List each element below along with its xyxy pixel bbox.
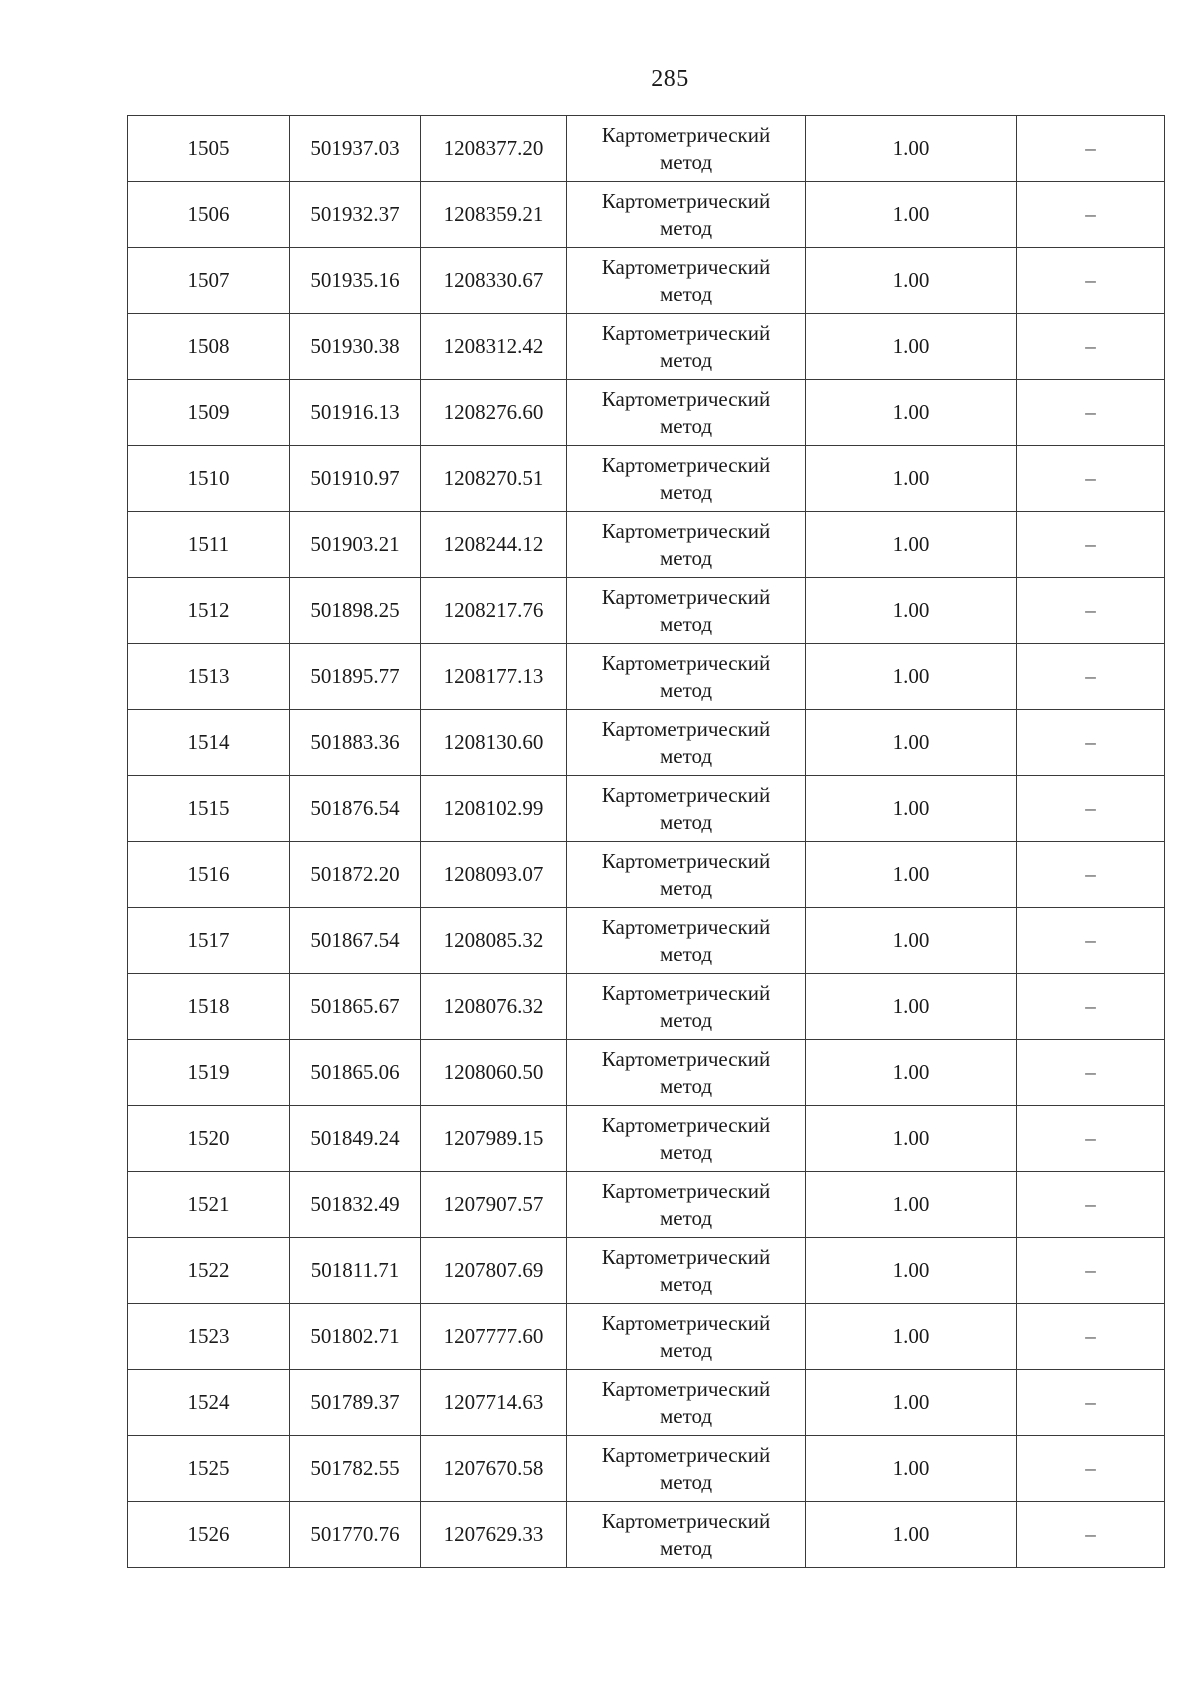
method-line-2: метод <box>659 743 713 768</box>
method-line-1: Картометрический <box>601 980 771 1005</box>
note-cell: – <box>1017 446 1165 512</box>
method-line-1: Картометрический <box>601 716 771 741</box>
note-cell: – <box>1017 314 1165 380</box>
accuracy-cell: 1.00 <box>806 248 1017 314</box>
note-cell: – <box>1017 380 1165 446</box>
accuracy-cell: 1.00 <box>806 1106 1017 1172</box>
accuracy-cell: 1.00 <box>806 116 1017 182</box>
point-number-cell: 1511 <box>128 512 290 578</box>
x-coordinate-cell: 501876.54 <box>290 776 421 842</box>
point-number-cell: 1507 <box>128 248 290 314</box>
table-row <box>128 446 1165 512</box>
point-number-cell: 1524 <box>128 1370 290 1436</box>
table-row <box>128 1106 1165 1172</box>
point-number-cell: 1510 <box>128 446 290 512</box>
accuracy-cell: 1.00 <box>806 776 1017 842</box>
table-row <box>128 248 1165 314</box>
x-coordinate-cell: 501932.37 <box>290 182 421 248</box>
point-number-cell: 1517 <box>128 908 290 974</box>
y-coordinate-cell: 1208270.51 <box>421 446 567 512</box>
method-line-1: Картометрический <box>601 1178 771 1203</box>
note-cell: – <box>1017 644 1165 710</box>
y-coordinate-cell: 1208330.67 <box>421 248 567 314</box>
method-cell <box>567 380 806 446</box>
method-line-1: Картометрический <box>601 254 771 279</box>
point-number-cell: 1519 <box>128 1040 290 1106</box>
method-cell <box>567 974 806 1040</box>
y-coordinate-cell: 1208085.32 <box>421 908 567 974</box>
point-number-cell: 1525 <box>128 1436 290 1502</box>
table-row <box>128 1502 1165 1568</box>
method-cell <box>567 1106 806 1172</box>
method-line-2: метод <box>659 1073 713 1098</box>
method-line-1: Картометрический <box>601 848 771 873</box>
point-number-cell: 1513 <box>128 644 290 710</box>
method-line-2: метод <box>659 149 713 174</box>
note-cell: – <box>1017 842 1165 908</box>
y-coordinate-cell: 1208177.13 <box>421 644 567 710</box>
y-coordinate-cell: 1208377.20 <box>421 116 567 182</box>
method-line-1: Картометрический <box>601 1442 771 1467</box>
x-coordinate-cell: 501872.20 <box>290 842 421 908</box>
x-coordinate-cell: 501895.77 <box>290 644 421 710</box>
method-line-2: метод <box>659 347 713 372</box>
table-row <box>128 1040 1165 1106</box>
note-cell: – <box>1017 908 1165 974</box>
method-cell <box>567 1304 806 1370</box>
method-line-1: Картометрический <box>601 1046 771 1071</box>
y-coordinate-cell: 1208102.99 <box>421 776 567 842</box>
method-cell <box>567 908 806 974</box>
table-row <box>128 578 1165 644</box>
table-row <box>128 908 1165 974</box>
y-coordinate-cell: 1208359.21 <box>421 182 567 248</box>
method-cell <box>567 842 806 908</box>
point-number-cell: 1526 <box>128 1502 290 1568</box>
x-coordinate-cell: 501789.37 <box>290 1370 421 1436</box>
page-number: 285 <box>651 66 689 92</box>
method-line-2: метод <box>659 1469 713 1494</box>
accuracy-cell: 1.00 <box>806 842 1017 908</box>
accuracy-cell: 1.00 <box>806 908 1017 974</box>
table-row <box>128 710 1165 776</box>
method-line-1: Картометрический <box>601 1376 771 1401</box>
method-line-2: метод <box>659 1205 713 1230</box>
method-line-1: Картометрический <box>601 782 771 807</box>
method-line-2: метод <box>659 479 713 504</box>
accuracy-cell: 1.00 <box>806 1436 1017 1502</box>
note-cell: – <box>1017 578 1165 644</box>
method-line-2: метод <box>659 281 713 306</box>
x-coordinate-cell: 501903.21 <box>290 512 421 578</box>
table-row <box>128 1238 1165 1304</box>
note-cell: – <box>1017 182 1165 248</box>
method-line-1: Картометрический <box>601 1310 771 1335</box>
table-row <box>128 1172 1165 1238</box>
y-coordinate-cell: 1208276.60 <box>421 380 567 446</box>
note-cell: – <box>1017 710 1165 776</box>
method-line-2: метод <box>659 1271 713 1296</box>
table-row <box>128 1370 1165 1436</box>
point-number-cell: 1508 <box>128 314 290 380</box>
y-coordinate-cell: 1208093.07 <box>421 842 567 908</box>
table-row <box>128 512 1165 578</box>
method-line-2: метод <box>659 1337 713 1362</box>
accuracy-cell: 1.00 <box>806 1238 1017 1304</box>
note-cell: – <box>1017 248 1165 314</box>
method-cell <box>567 710 806 776</box>
accuracy-cell: 1.00 <box>806 974 1017 1040</box>
x-coordinate-cell: 501898.25 <box>290 578 421 644</box>
note-cell: – <box>1017 1040 1165 1106</box>
method-line-2: метод <box>659 545 713 570</box>
method-cell <box>567 446 806 512</box>
method-line-1: Картометрический <box>601 188 771 213</box>
method-line-2: метод <box>659 611 713 636</box>
method-line-1: Картометрический <box>601 518 771 543</box>
method-cell <box>567 644 806 710</box>
coordinates-table <box>127 115 1165 1568</box>
note-cell: – <box>1017 1238 1165 1304</box>
table-row <box>128 182 1165 248</box>
method-line-2: метод <box>659 413 713 438</box>
method-line-2: метод <box>659 1007 713 1032</box>
note-cell: – <box>1017 1502 1165 1568</box>
y-coordinate-cell: 1208217.76 <box>421 578 567 644</box>
method-line-2: метод <box>659 1403 713 1428</box>
table-row <box>128 1304 1165 1370</box>
method-cell <box>567 512 806 578</box>
accuracy-cell: 1.00 <box>806 1304 1017 1370</box>
y-coordinate-cell: 1207807.69 <box>421 1238 567 1304</box>
method-line-1: Картометрический <box>601 1244 771 1269</box>
method-line-2: метод <box>659 1535 713 1560</box>
accuracy-cell: 1.00 <box>806 182 1017 248</box>
x-coordinate-cell: 501865.67 <box>290 974 421 1040</box>
method-line-2: метод <box>659 215 713 240</box>
note-cell: – <box>1017 1370 1165 1436</box>
point-number-cell: 1506 <box>128 182 290 248</box>
table-row <box>128 380 1165 446</box>
method-line-1: Картометрический <box>601 122 771 147</box>
accuracy-cell: 1.00 <box>806 1370 1017 1436</box>
method-cell <box>567 578 806 644</box>
note-cell: – <box>1017 116 1165 182</box>
y-coordinate-cell: 1207989.15 <box>421 1106 567 1172</box>
method-cell <box>567 1502 806 1568</box>
method-cell <box>567 776 806 842</box>
y-coordinate-cell: 1207777.60 <box>421 1304 567 1370</box>
method-line-2: метод <box>659 941 713 966</box>
accuracy-cell: 1.00 <box>806 380 1017 446</box>
y-coordinate-cell: 1208130.60 <box>421 710 567 776</box>
method-cell <box>567 116 806 182</box>
y-coordinate-cell: 1207629.33 <box>421 1502 567 1568</box>
accuracy-cell: 1.00 <box>806 578 1017 644</box>
point-number-cell: 1514 <box>128 710 290 776</box>
y-coordinate-cell: 1208244.12 <box>421 512 567 578</box>
y-coordinate-cell: 1207670.58 <box>421 1436 567 1502</box>
x-coordinate-cell: 501910.97 <box>290 446 421 512</box>
method-line-2: метод <box>659 1139 713 1164</box>
method-line-1: Картометрический <box>601 320 771 345</box>
note-cell: – <box>1017 1172 1165 1238</box>
accuracy-cell: 1.00 <box>806 1172 1017 1238</box>
method-line-1: Картометрический <box>601 1508 771 1533</box>
x-coordinate-cell: 501930.38 <box>290 314 421 380</box>
method-cell <box>567 1172 806 1238</box>
table-row <box>128 974 1165 1040</box>
accuracy-cell: 1.00 <box>806 512 1017 578</box>
point-number-cell: 1518 <box>128 974 290 1040</box>
note-cell: – <box>1017 974 1165 1040</box>
method-cell <box>567 1040 806 1106</box>
point-number-cell: 1523 <box>128 1304 290 1370</box>
method-line-2: метод <box>659 809 713 834</box>
x-coordinate-cell: 501811.71 <box>290 1238 421 1304</box>
method-line-1: Картометрический <box>601 452 771 477</box>
accuracy-cell: 1.00 <box>806 644 1017 710</box>
point-number-cell: 1515 <box>128 776 290 842</box>
method-line-1: Картометрический <box>601 914 771 939</box>
accuracy-cell: 1.00 <box>806 1502 1017 1568</box>
x-coordinate-cell: 501867.54 <box>290 908 421 974</box>
x-coordinate-cell: 501916.13 <box>290 380 421 446</box>
point-number-cell: 1512 <box>128 578 290 644</box>
note-cell: – <box>1017 1304 1165 1370</box>
method-line-1: Картометрический <box>601 650 771 675</box>
method-cell <box>567 1370 806 1436</box>
note-cell: – <box>1017 1106 1165 1172</box>
point-number-cell: 1520 <box>128 1106 290 1172</box>
x-coordinate-cell: 501935.16 <box>290 248 421 314</box>
accuracy-cell: 1.00 <box>806 314 1017 380</box>
note-cell: – <box>1017 776 1165 842</box>
y-coordinate-cell: 1208076.32 <box>421 974 567 1040</box>
method-line-2: метод <box>659 677 713 702</box>
table-row <box>128 314 1165 380</box>
point-number-cell: 1522 <box>128 1238 290 1304</box>
table-row <box>128 116 1165 182</box>
accuracy-cell: 1.00 <box>806 1040 1017 1106</box>
method-cell <box>567 314 806 380</box>
point-number-cell: 1521 <box>128 1172 290 1238</box>
y-coordinate-cell: 1207714.63 <box>421 1370 567 1436</box>
table-row <box>128 1436 1165 1502</box>
method-line-1: Картометрический <box>601 584 771 609</box>
table-body <box>128 116 1165 1568</box>
x-coordinate-cell: 501883.36 <box>290 710 421 776</box>
method-cell <box>567 182 806 248</box>
x-coordinate-cell: 501849.24 <box>290 1106 421 1172</box>
method-line-2: метод <box>659 875 713 900</box>
accuracy-cell: 1.00 <box>806 710 1017 776</box>
method-line-1: Картометрический <box>601 1112 771 1137</box>
x-coordinate-cell: 501770.76 <box>290 1502 421 1568</box>
method-cell <box>567 1238 806 1304</box>
x-coordinate-cell: 501782.55 <box>290 1436 421 1502</box>
x-coordinate-cell: 501937.03 <box>290 116 421 182</box>
method-cell <box>567 1436 806 1502</box>
method-line-1: Картометрический <box>601 386 771 411</box>
method-cell <box>567 248 806 314</box>
note-cell: – <box>1017 512 1165 578</box>
accuracy-cell: 1.00 <box>806 446 1017 512</box>
x-coordinate-cell: 501802.71 <box>290 1304 421 1370</box>
x-coordinate-cell: 501832.49 <box>290 1172 421 1238</box>
point-number-cell: 1509 <box>128 380 290 446</box>
y-coordinate-cell: 1208312.42 <box>421 314 567 380</box>
y-coordinate-cell: 1207907.57 <box>421 1172 567 1238</box>
point-number-cell: 1505 <box>128 116 290 182</box>
table-row <box>128 842 1165 908</box>
point-number-cell: 1516 <box>128 842 290 908</box>
y-coordinate-cell: 1208060.50 <box>421 1040 567 1106</box>
x-coordinate-cell: 501865.06 <box>290 1040 421 1106</box>
table-row <box>128 644 1165 710</box>
note-cell: – <box>1017 1436 1165 1502</box>
table-row <box>128 776 1165 842</box>
